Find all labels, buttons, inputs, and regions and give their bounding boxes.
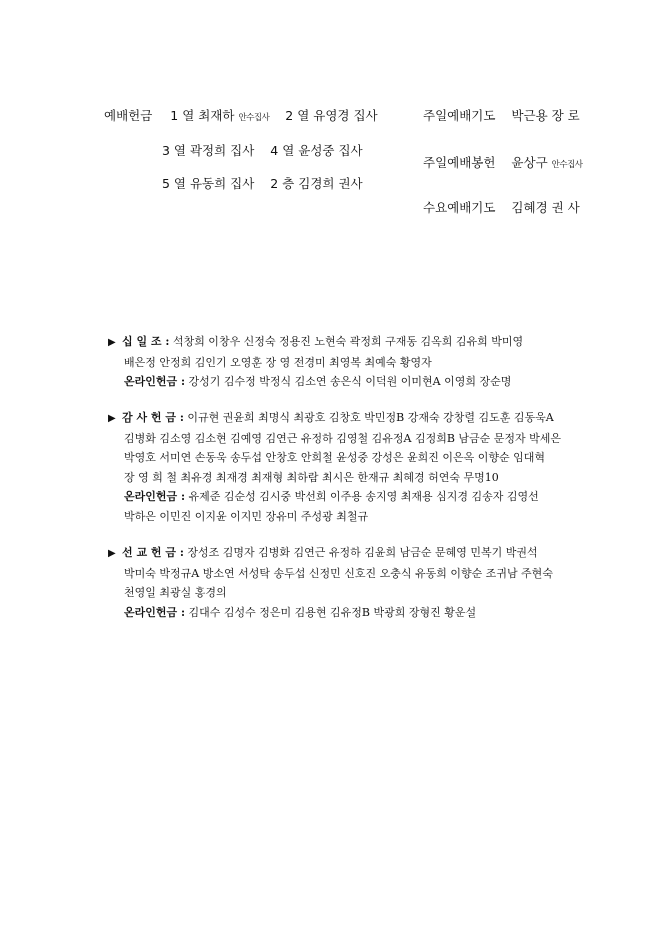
thanks-names-1: 이규현 권윤희 최명식 최광호 김창호 박민정B 강재숙 강창렬 김도훈 김동욱A [187, 411, 554, 424]
thanks-line-1 [108, 408, 578, 429]
mission-line-2: 박미숙 박정규A 방소연 서성탁 송두섭 신정민 신호진 오충식 유동희 이향순 조귀남 주현숙 [124, 566, 553, 580]
thanks-line-4: 장 영 희 철 최유경 최재경 최재형 최하람 최시은 한재규 최혜경 허연숙 무명10 [124, 470, 499, 484]
thanks-label: 감 사 헌 금 : [122, 411, 184, 424]
wednesday-prayer-label: 수요예배기도 [423, 200, 496, 215]
tithe-online-names: 강성기 김수정 박정식 김소연 송은식 이덕원 이미현A 이영희 장순명 [188, 375, 512, 388]
offering-label: 예배헌금 [104, 108, 153, 123]
thanks-online-label: 온라인헌금 : [124, 490, 186, 503]
wednesday-prayer-row [423, 198, 580, 216]
offering-row3-a: 5 열 유동희 집사 [162, 176, 255, 191]
thanks-online-names-1: 유제준 김순성 김시중 박선희 이주용 송지영 최재용 심지경 김송자 김영선 [188, 490, 539, 503]
mission-online-names: 김대수 김성수 정은미 김용현 김유정B 박광희 장형진 황운설 [188, 605, 477, 619]
thanks-online-line-2: 박하은 이민진 이지윤 이지민 장유미 주성광 최철규 [124, 509, 369, 523]
tithe-online-line [108, 372, 578, 392]
sunday-offering-name: 윤상구 [511, 155, 548, 170]
tithe-line-2: 배은정 안정희 김인기 오영훈 장 영 전경미 최영복 최예숙 황영자 [124, 355, 432, 369]
mission-online-label: 온라인헌금 : [124, 605, 186, 619]
wednesday-prayer-name: 김혜경 권 사 [511, 200, 580, 215]
offering-row-3 [162, 174, 363, 192]
tithe-line-1 [108, 332, 578, 353]
sunday-prayer-row [423, 106, 580, 124]
offering-row1-b: 2 열 유영경 집사 [285, 108, 378, 123]
offering-row1-a-title: 안수집사 [238, 113, 270, 123]
sunday-prayer-label: 주일예배기도 [423, 108, 496, 123]
tithe-names-1: 석창희 이창우 신정숙 정용진 노현숙 곽정희 구재동 김옥희 김유희 박미영 [172, 335, 524, 348]
thanks-online-line [108, 487, 578, 507]
mission-names-1: 장성조 김명자 김병화 김연근 유정하 김윤희 남금순 문혜영 민복기 박권석 [187, 546, 538, 559]
mission-online-line [108, 603, 578, 623]
offering-row2-b: 4 열 윤성중 집사 [270, 143, 363, 158]
offering-row1-a: 1 열 최재하 [170, 108, 235, 123]
offering-row3-b: 2 층 김경희 권사 [270, 176, 363, 191]
tithe-label: 십 일 조 : [122, 335, 170, 348]
offering-row-2 [162, 141, 363, 159]
thanks-line-2: 김병화 김소영 김소현 김예영 김연근 유정하 김영철 김유정A 김정희B 남금순 문정자 박세은 [124, 431, 562, 445]
offering-row-1 [104, 106, 378, 124]
sunday-offering-title: 안수집사 [551, 160, 583, 170]
bullet-arrow-icon: ▶ [108, 337, 116, 348]
thanks-line-3: 박영호 서미연 손동욱 송두섭 안창호 안희철 윤성중 강성은 윤희진 이은옥 이향순 임대혁 [124, 451, 545, 464]
offering-row2-a: 3 열 곽정희 집사 [162, 143, 255, 158]
mission-label: 선 교 헌 금 : [122, 546, 184, 559]
bullet-arrow-icon: ▶ [108, 413, 116, 424]
mission-section [108, 543, 578, 622]
sunday-offering-row [423, 153, 583, 171]
sunday-prayer-name: 박근용 장 로 [511, 108, 580, 123]
sunday-offering-label: 주일예배봉헌 [423, 155, 496, 170]
tithe-section [108, 332, 578, 392]
mission-line-3: 천영일 최광실 홍경의 [124, 586, 227, 599]
mission-line-1 [108, 543, 578, 564]
thanks-section [108, 408, 578, 526]
bullet-arrow-icon: ▶ [108, 548, 116, 559]
tithe-online-label: 온라인헌금 : [124, 375, 186, 388]
